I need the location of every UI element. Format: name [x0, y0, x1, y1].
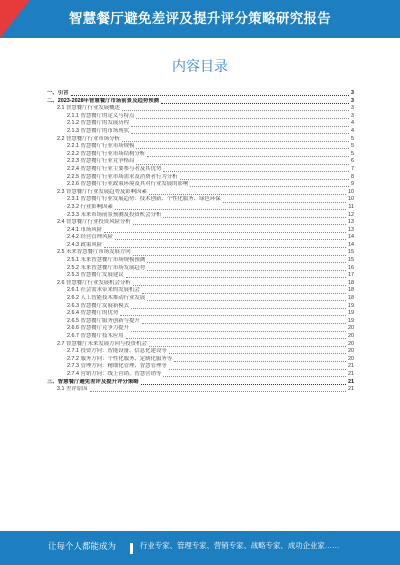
toc-entry-page: 3 — [351, 112, 354, 119]
toc-entry-title: 2.1 智慧餐厅行业发展概述 — [57, 105, 120, 112]
toc-entry[interactable] — [47, 318, 354, 326]
toc-leader-dots — [147, 262, 346, 263]
toc-entry-page: 18 — [348, 279, 354, 286]
toc-entry-page: 10 — [348, 196, 354, 203]
toc-entry[interactable] — [47, 265, 354, 273]
toc-entry-page: 16 — [348, 264, 354, 271]
toc-entry-title: 2.7.4 营销方向：线上营销、智慧营销等 — [67, 370, 162, 377]
toc-entry-title: 2.2.1 智慧餐厅行业市场规模 — [67, 143, 135, 150]
toc-heading: 内容目录 — [172, 58, 228, 74]
toc-entry[interactable] — [47, 363, 354, 371]
toc-leader-dots — [115, 239, 346, 240]
toc-leader-dots — [161, 103, 349, 104]
toc-entry-page: 18 — [348, 295, 354, 302]
toc-entry-title: 2.1.2 智慧餐厅的发展历程 — [67, 120, 130, 127]
toc-entry[interactable] — [47, 105, 354, 113]
toc-entry[interactable] — [47, 181, 354, 189]
toc-entry[interactable] — [47, 333, 354, 341]
toc-entry-page: 8 — [351, 173, 354, 180]
toc-entry[interactable] — [47, 204, 354, 212]
toc-entry-page: 10 — [348, 188, 354, 195]
toc-entry-page: 13 — [348, 226, 354, 233]
toc-entry-title: 2.6.6 智慧餐厅竞争力提升 — [67, 325, 130, 332]
toc-entry[interactable] — [47, 151, 354, 159]
toc-entry[interactable] — [47, 128, 354, 136]
toc-entry[interactable] — [47, 280, 354, 288]
toc-entry-title: 2.5 未来智慧餐厅市场发展方向 — [57, 249, 131, 256]
toc-entry-page: 12 — [348, 211, 354, 218]
toc-entry-title: 2.7.2 服务方向：个性化服务、定制化服务等 — [67, 355, 173, 362]
toc-entry[interactable] — [47, 325, 354, 333]
toc-leader-dots — [133, 255, 346, 256]
toc-entry-title: 2.6.1 社会需求带来的发展机会 — [67, 287, 140, 294]
toc-entry-page: 4 — [351, 127, 354, 134]
toc-leader-dots — [133, 224, 346, 225]
toc-entry[interactable] — [47, 113, 354, 121]
toc-leader-dots — [169, 353, 346, 354]
toc-entry[interactable] — [47, 166, 354, 174]
toc-leader-dots — [149, 194, 346, 195]
toc-entry-page: 3 — [351, 97, 354, 104]
toc-entry[interactable] — [47, 98, 354, 106]
toc-entry[interactable] — [47, 257, 354, 265]
toc-leader-dots — [115, 209, 347, 210]
toc-entry-page: 6 — [351, 158, 354, 165]
toc-leader-dots — [131, 331, 346, 332]
toc-entry[interactable] — [47, 212, 354, 220]
toc-leader-dots — [126, 338, 346, 339]
toc-entry-title: 2.4.2 经营管理风险 — [67, 234, 113, 241]
toc-entry-title: 2.2.3 智慧餐厅行业竞争格局 — [67, 158, 135, 165]
toc-entry-page: 3 — [351, 105, 354, 112]
toc-entry-page: 20 — [348, 348, 354, 355]
toc-leader-dots — [136, 148, 349, 149]
toc-entry-page: 17 — [348, 272, 354, 279]
toc-leader-dots — [142, 323, 346, 324]
toc-entry-page: 21 — [348, 370, 354, 377]
toc-leader-dots — [223, 202, 346, 203]
toc-leader-dots — [104, 232, 346, 233]
toc-entry[interactable] — [47, 348, 354, 356]
toc-entry-page: 19 — [348, 302, 354, 309]
toc-entry-page: 9 — [351, 181, 354, 188]
toc-entry-page: 19 — [348, 317, 354, 324]
toc-entry[interactable] — [47, 196, 354, 204]
toc-entry-page: 13 — [348, 219, 354, 226]
toc-entry[interactable] — [47, 371, 354, 379]
toc-entry[interactable] — [47, 242, 354, 250]
toc-leader-dots — [131, 308, 346, 309]
table-of-contents — [47, 90, 354, 394]
toc-leader-dots — [136, 118, 349, 119]
toc-leader-dots — [163, 217, 346, 218]
toc-leader-dots — [169, 369, 346, 370]
toc-entry[interactable] — [47, 356, 354, 364]
toc-leader-dots — [190, 186, 349, 187]
toc-entry-page: 20 — [348, 355, 354, 362]
toc-entry[interactable] — [47, 287, 354, 295]
toc-leader-dots — [147, 270, 346, 271]
toc-leader-dots — [163, 376, 346, 377]
toc-entry-page: 15 — [348, 257, 354, 264]
toc-entry-title: 3.1 差评原因 — [57, 386, 88, 393]
toc-entry[interactable] — [47, 303, 354, 311]
footer-slogan: 让每个人都能成为 — [48, 541, 117, 551]
toc-leader-dots — [174, 361, 346, 362]
toc-entry-page: 21 — [348, 378, 354, 385]
toc-entry-page: 7 — [351, 165, 354, 172]
toc-leader-dots — [149, 346, 346, 347]
toc-leader-dots — [126, 277, 346, 278]
toc-leader-dots — [120, 315, 346, 316]
page-header — [0, 0, 400, 38]
page-title: 智慧餐厅避免差评及提升评分策略研究报告 — [68, 11, 332, 26]
toc-entry-page: 15 — [348, 249, 354, 256]
toc-entry[interactable] — [47, 379, 354, 387]
toc-entry[interactable] — [47, 386, 354, 394]
toc-entry-page: 5 — [351, 150, 354, 157]
toc-leader-dots — [71, 95, 349, 96]
toc-entry-title: 2.7.1 投资方向：智能设备、信息化建设等 — [67, 348, 167, 355]
toc-leader-dots — [104, 247, 346, 248]
toc-entry[interactable] — [47, 120, 354, 128]
toc-leader-dots — [131, 133, 349, 134]
toc-entry[interactable] — [47, 272, 354, 280]
toc-leader-dots — [90, 391, 346, 392]
toc-entry-title: 2.2.6 智慧餐厅行业政策环境及其对行业发展的影响 — [67, 181, 189, 188]
toc-entry[interactable] — [47, 158, 354, 166]
toc-entry[interactable] — [47, 174, 354, 182]
toc-entry-title: 2.6.3 智慧餐厅发展新模式 — [67, 302, 130, 309]
toc-entry-page: 21 — [348, 386, 354, 393]
toc-entry-title: 2.6.7 智慧餐厅技术应用 — [67, 333, 124, 339]
toc-entry-page: 21 — [348, 363, 354, 370]
toc-entry-title: 2.6.2 人工智能技术推动行业发展 — [67, 295, 146, 302]
toc-entry[interactable] — [47, 136, 354, 144]
toc-leader-dots — [141, 384, 346, 385]
toc-entry[interactable] — [47, 310, 354, 318]
toc-leader-dots — [136, 164, 349, 165]
toc-entry-title: 2.1.3 智慧餐厅的市场现状 — [67, 127, 130, 134]
toc-entry-page: 19 — [348, 310, 354, 317]
toc-leader-dots — [163, 171, 349, 172]
toc-entry[interactable] — [47, 234, 354, 242]
toc-entry-title: 2.2.4 智慧餐厅行业主要参与者及其优势 — [67, 165, 162, 172]
toc-entry-title: 2.4.3 政策风险 — [67, 241, 103, 248]
toc-entry[interactable] — [47, 189, 354, 197]
toc-entry[interactable] — [47, 341, 354, 349]
toc-leader-dots — [122, 110, 349, 111]
toc-leader-dots — [133, 285, 346, 286]
toc-entry[interactable] — [47, 143, 354, 151]
toc-entry[interactable] — [47, 249, 354, 257]
toc-entry[interactable] — [47, 295, 354, 303]
toc-entry-page: 5 — [351, 135, 354, 142]
toc-entry[interactable] — [47, 219, 354, 227]
toc-entry-title: 2.2.2 智慧餐厅行业市场结构分析 — [67, 150, 146, 157]
footer-description: 行业专家、管理专家、营销专家、战略专家、成功企业家…… — [140, 541, 340, 550]
toc-leader-dots — [147, 156, 349, 157]
toc-entry-title: 2.5.3 智慧餐厅发展建议 — [67, 272, 124, 279]
toc-entry-title: 2.3 智慧餐厅行业发展趋势及影响因素 — [57, 188, 147, 195]
toc-entry-page: 20 — [348, 325, 354, 332]
toc-entry-title: 2.5.1 未来智慧餐厅市场规模预测 — [67, 257, 146, 264]
page-footer — [0, 531, 400, 565]
toc-entry-page: 3 — [351, 90, 354, 96]
toc-entry-title: 2.6.4 智慧餐厅的优势 — [67, 310, 119, 317]
toc-entry-title: 2.2 智慧餐厅行业市场分析 — [57, 135, 120, 142]
toc-entry-title: 三、智慧餐厅避免差评及提升评分策略 — [47, 378, 139, 385]
toc-entry-title: 2.3.2 行业影响因素 — [67, 203, 113, 210]
toc-entry-title: 2.7.3 管理方向：精细化管理、智慧管理等 — [67, 363, 167, 370]
toc-entry-page: 20 — [348, 333, 354, 339]
toc-entry[interactable] — [47, 90, 354, 98]
toc-entry-title: 2.6 智慧餐厅行业发展机会分析 — [57, 279, 131, 286]
toc-leader-dots — [180, 179, 349, 180]
toc-entry-page: 18 — [348, 287, 354, 294]
toc-entry-title: 2.6.5 智慧餐厅服务创新与提升 — [67, 317, 140, 324]
toc-entry-title: 2.2.5 智慧餐厅行业市场需求及消费者行为分析 — [67, 173, 178, 180]
toc-entry-page: 4 — [351, 120, 354, 127]
toc-leader-dots — [122, 141, 349, 142]
toc-entry-title: 二、2023-2028年智慧餐厅市场前景及趋势预测 — [47, 97, 160, 104]
toc-entry-title: 2.3.3 未来市场前景预测及投资机会分析 — [67, 211, 162, 218]
toc-entry-page: 11 — [348, 203, 354, 210]
toc-entry-page: 5 — [351, 143, 354, 150]
toc-entry-title: 2.7 智慧餐厅未来发展方向与投资机会 — [57, 340, 147, 347]
toc-entry-page: 14 — [348, 234, 354, 241]
toc-entry-title: 2.3.1 智慧餐厅行业发展趋势：技术创新、个性化服务、绿色环保 — [67, 196, 221, 203]
toc-entry-title: 2.5.2 未来智慧餐厅市场发展趋势 — [67, 264, 146, 271]
toc-leader-dots — [131, 126, 349, 127]
toc-leader-dots — [147, 300, 346, 301]
toc-leader-dots — [142, 293, 346, 294]
toc-entry-title: 2.1.1 智慧餐厅的定义与特点 — [67, 112, 135, 119]
toc-entry-title: 一、引言 — [47, 90, 69, 96]
toc-entry[interactable] — [47, 227, 354, 235]
toc-entry-page: 20 — [348, 340, 354, 347]
toc-entry-title: 2.4 智慧餐厅行业投资风险分析 — [57, 219, 131, 226]
toc-entry-page: 14 — [348, 241, 354, 248]
toc-entry-title: 2.4.1 市场风险 — [67, 226, 103, 233]
footer-divider — [130, 543, 133, 554]
